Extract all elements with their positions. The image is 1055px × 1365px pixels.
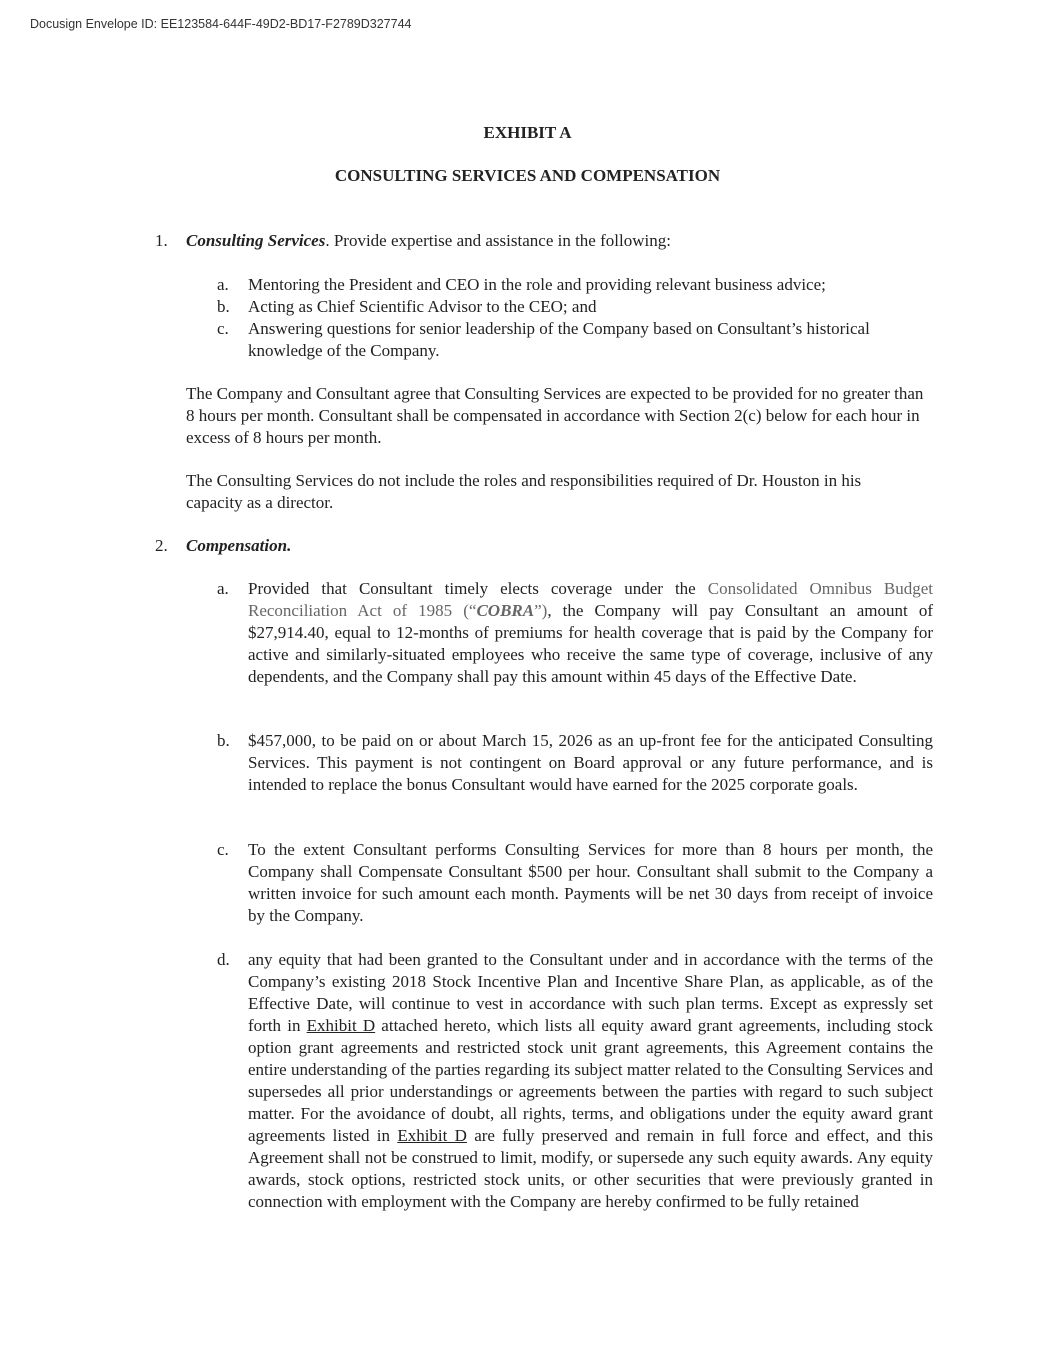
list-item bbox=[217, 274, 933, 296]
exhibit-d-reference: Exhibit D bbox=[306, 1016, 376, 1035]
section-heading: Compensation. bbox=[186, 536, 292, 555]
section-number: 2. bbox=[155, 536, 168, 555]
item-text-part: attached hereto, which lists all equity award grant agreements, including stock option grant agreements and restricted stock unit grant agreements, this Agreement contains the entire understanding of the parties regarding its subject matter related to the Consulting Services and supersedes all prior understandings or agreements between the parties with regard to such subject matter. For the avoidance of doubt, all rights, terms, and obligations under the equity award grant agreements listed in bbox=[248, 1016, 933, 1145]
item-label: c. bbox=[217, 840, 229, 859]
item-text: Mentoring the President and CEO in the role and providing relevant business advice; bbox=[248, 275, 826, 294]
exhibit-d-reference: Exhibit D bbox=[397, 1126, 467, 1145]
item-text: Acting as Chief Scientific Advisor to the CEO; and bbox=[248, 297, 597, 316]
exhibit-subtitle: CONSULTING SERVICES AND COMPENSATION bbox=[334, 166, 721, 185]
cobra-term: COBRA bbox=[476, 601, 535, 620]
exhibit-title: EXHIBIT A bbox=[483, 123, 572, 142]
cobra-reference-text: Consolidated Omnibus Budget Reconciliation Act of 1985 (“ bbox=[248, 579, 933, 620]
item-label: a. bbox=[217, 579, 229, 598]
item-label: d. bbox=[217, 950, 230, 969]
item-text: $457,000, to be paid on or about March 15, 2026 as an up-front fee for the anticipated Consulting Services. This payment is not contingent on Board approval or any future performance, and is intended to replace the bonus Consultant would have earned for the 2025 corporate goals. bbox=[248, 731, 933, 794]
list-item bbox=[217, 578, 933, 688]
item-text: To the extent Consultant performs Consulting Services for more than 8 hours per month, the Company shall Compensate Consultant $500 per hour. Consultant shall submit to the Company a written invoice for such amount each month. Payments will be net 30 days from receipt of invoice by the Company. bbox=[248, 840, 933, 925]
item-label: b. bbox=[217, 731, 230, 750]
item-label: c. bbox=[217, 319, 229, 338]
item-text: Answering questions for senior leadership of the Company based on Consultant’s historical knowledge of the Company. bbox=[248, 319, 870, 360]
list-item bbox=[217, 839, 933, 927]
list-item bbox=[217, 949, 933, 1213]
cobra-reference-close: ”) bbox=[534, 601, 548, 620]
item-text-part: are fully preserved and remain in full force and effect, and this Agreement shall not be construed to limit, modify, or supersede any such equity awards. Any equity awards, stock options, restricted stock units, or other securities that were previously granted in connection with employment with the Company are hereby confirmed to be fully retained bbox=[248, 1126, 933, 1211]
section-number: 1. bbox=[155, 231, 168, 250]
section-heading-line bbox=[186, 230, 671, 252]
list-item bbox=[217, 318, 877, 362]
section-intro: . Provide expertise and assistance in the following: bbox=[325, 231, 671, 250]
list-item bbox=[217, 296, 933, 318]
item-text-part: any equity that had been granted to the Consultant under and in accordance with the terms of the Company’s existing 2018 Stock Incentive Plan and Incentive Share Plan, as applicable, as of the Effective Date, will continue to vest in accordance with such plan terms. Except as expressly set forth in bbox=[248, 950, 933, 1035]
section-heading-line bbox=[186, 535, 291, 557]
paragraph: The Company and Consultant agree that Consulting Services are expected to be provided for no greater than 8 hours per month. Consultant shall be compensated in accordance with Section 2(c) below for each hour in excess of 8 hours per month. bbox=[186, 384, 924, 447]
section-heading: Consulting Services bbox=[186, 231, 326, 250]
item-label: b. bbox=[217, 297, 230, 316]
item-text bbox=[248, 578, 933, 688]
item-text bbox=[248, 949, 933, 1213]
list-item bbox=[217, 730, 933, 796]
paragraph: The Consulting Services do not include the roles and responsibilities required of Dr. Houston in his capacity as a director. bbox=[186, 471, 862, 512]
item-text-part: Provided that Consultant timely elects coverage under the bbox=[248, 579, 708, 598]
item-label: a. bbox=[217, 275, 229, 294]
item-text-part: , the Company will pay Consultant an amount of $27,914.40, equal to 12-months of premiums for health coverage that is paid by the Company for active and similarly-situated employees who receive the same type of coverage, inclusive of any dependents, and the Company shall pay this amount within 45 days of the Effective Date. bbox=[248, 601, 933, 686]
envelope-id: Docusign Envelope ID: EE123584-644F-49D2-BD17-F2789D327744 bbox=[30, 17, 412, 31]
